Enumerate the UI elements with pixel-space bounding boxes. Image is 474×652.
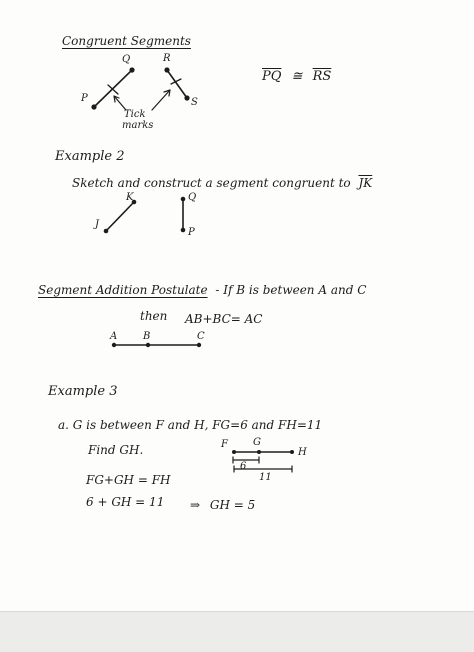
label-b: B bbox=[143, 331, 151, 342]
solution-step-2: 6 + GH = 11 bbox=[86, 495, 165, 509]
example-3-heading: Example 3 bbox=[48, 384, 118, 399]
label-r: R bbox=[163, 53, 171, 64]
postulate-then: then bbox=[140, 309, 168, 323]
label-s: S bbox=[191, 97, 198, 108]
instruction-text: Sketch and construct a segment congruent to bbox=[72, 176, 351, 190]
label-j: J bbox=[95, 219, 100, 230]
segment-name-jk: $\overline{JK}$ bbox=[358, 176, 373, 190]
congruent-symbol: ≅ bbox=[291, 69, 303, 84]
scan-bottom-edge bbox=[0, 611, 474, 652]
point-s bbox=[184, 95, 189, 100]
label-p2: P bbox=[188, 227, 195, 238]
solution-step-1: FG+GH = FH bbox=[86, 473, 171, 487]
example-2-instruction bbox=[72, 177, 372, 189]
point-g bbox=[257, 450, 261, 454]
point-p2 bbox=[181, 228, 186, 233]
postulate-equation: AB+BC= AC bbox=[185, 312, 263, 326]
result-text: GH = 5 bbox=[209, 498, 256, 512]
segment-pq bbox=[94, 70, 132, 107]
label-a: A bbox=[110, 331, 118, 342]
label-p: P bbox=[81, 93, 88, 104]
congruent-segments-title: Congruent Segments bbox=[62, 34, 191, 48]
tick-annotation-line1: Tick bbox=[124, 109, 146, 120]
arrow-left bbox=[114, 96, 126, 110]
label-q: Q bbox=[122, 54, 131, 65]
point-a bbox=[112, 343, 116, 347]
point-b bbox=[146, 343, 150, 347]
segment-rs bbox=[167, 70, 187, 98]
find-gh: Find GH. bbox=[88, 443, 144, 457]
segment-name-pq: $\overline{PQ}$ bbox=[262, 69, 282, 84]
tick-annotation-line2: marks bbox=[122, 120, 154, 131]
label-g: G bbox=[253, 437, 261, 448]
label-k: K bbox=[126, 192, 134, 203]
label-f: F bbox=[221, 439, 228, 450]
point-q2 bbox=[181, 197, 186, 202]
problem-a: a. G is between F and H, FG=6 and FH=11 bbox=[58, 418, 323, 432]
arrow-right bbox=[152, 90, 170, 110]
point-j bbox=[104, 229, 109, 234]
point-c bbox=[197, 343, 201, 347]
length-fg: 6 bbox=[240, 461, 247, 472]
label-c: C bbox=[197, 331, 205, 342]
postulate-title: Segment Addition Postulate bbox=[38, 283, 208, 297]
postulate-line bbox=[38, 284, 366, 296]
point-f bbox=[232, 450, 236, 454]
congruence-statement bbox=[262, 70, 331, 83]
point-h bbox=[290, 450, 294, 454]
solution-result bbox=[190, 499, 255, 511]
point-r bbox=[164, 67, 169, 72]
segment-jk bbox=[106, 202, 134, 231]
example-2-heading: Example 2 bbox=[55, 149, 125, 164]
postulate-statement: - If B is between A and C bbox=[215, 283, 367, 297]
label-h: H bbox=[298, 447, 307, 458]
length-fh: 11 bbox=[259, 472, 272, 483]
implies-symbol: ⇒ bbox=[190, 498, 201, 512]
label-q2: Q bbox=[188, 192, 197, 203]
point-p bbox=[91, 104, 96, 109]
segment-name-rs: $\overline{RS}$ bbox=[312, 69, 332, 84]
point-q bbox=[129, 67, 134, 72]
